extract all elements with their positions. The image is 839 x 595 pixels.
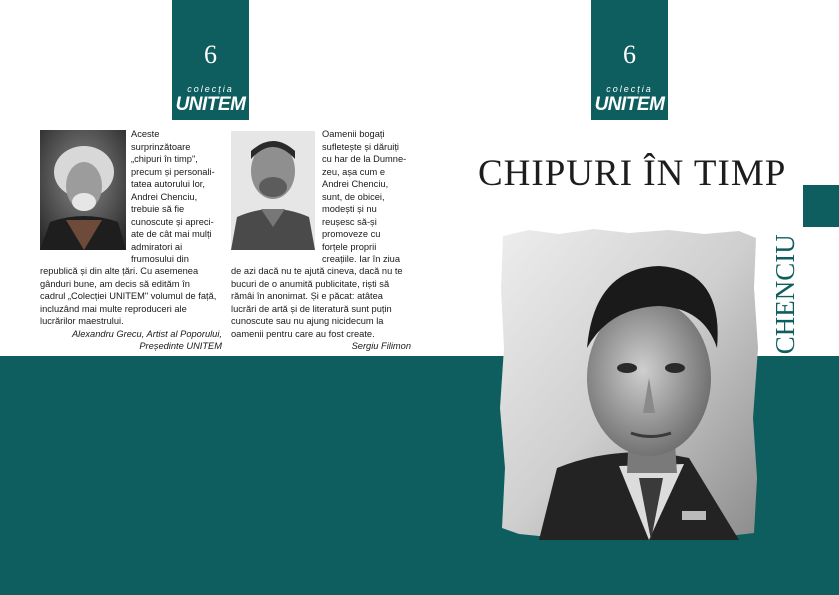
text-line: cunoscute sau nu ajung nicidecum la [231,316,384,326]
signature-line: Sergiu Filimon [351,341,411,351]
portrait-alexandru-grecu [40,130,126,250]
text-line: frumosului din [131,254,189,264]
series-label: colecția [606,84,653,94]
text-line: bucuri de o anumită publicitate, riști să [231,278,390,289]
text-line: republică și din alte țări. Cu asemenea [40,266,199,276]
text-line: sufletește și dăruiți [322,141,399,152]
testimonial-intro-1 [131,128,226,266]
text-line: trebuie să fie [131,204,185,214]
text-line: promoveze cu [322,229,381,239]
series-badge-back [172,0,249,120]
text-line: cu har de la Dumne- [322,154,407,164]
signature-line: Președinte UNITEM [139,341,222,351]
author-name [770,234,839,436]
book-title: CHIPURI ÎN TIMP [478,153,787,194]
text-line: gânduri bune, am decis să edităm în [40,278,190,289]
text-line: admiratori ai [131,241,183,252]
text-line: Andrei Chenciu, [131,191,198,202]
series-label: colecția [187,84,234,94]
text-line: surprinzătoare [131,141,191,152]
testimonial-body-2 [231,265,411,353]
text-line: cunoscute și apreci- [131,216,214,227]
text-line: de azi dacă nu te ajută cineva, dacă nu te [231,266,403,276]
text-line: oamenii pentru care au fost create. [231,328,375,339]
testimonial-body-1 [40,265,222,353]
author-first-name: Andrei [770,361,800,436]
text-line: forțele proprii [322,241,377,252]
text-line: lucrărilor maestrului. [40,316,124,326]
series-number: 6 [204,40,217,69]
author-portrait [499,228,760,540]
text-line: zeu, așa cum e [322,166,386,177]
series-brand: UNITEM [175,94,246,115]
text-line: Oamenii bogați [322,129,385,139]
accent-square [803,185,839,227]
signature-line: Alexandru Grecu, Artist al Poporului, [71,328,222,339]
text-line: ate de cât mai mulți [131,229,212,239]
text-line: creațiile. Iar în ziua [322,254,401,264]
text-line: modești și nu [322,204,377,214]
text-line: Andrei Chenciu, [322,179,389,189]
text-line: tatea autorului lor, [131,179,205,189]
testimonial-intro-2 [322,128,422,266]
text-line: reușesc să-și [322,216,377,227]
portrait-sergiu-filimon [231,131,315,250]
series-brand: UNITEM [594,94,665,115]
author-last-name: CHENCIU [770,234,800,355]
text-line: precum și personali- [131,166,215,177]
text-line: „chipuri în timp", [131,154,198,164]
text-line: Aceste [131,129,160,139]
text-line: cadrul „Colecției UNITEM" volumul de față, [40,291,217,301]
series-badge-front [591,0,668,120]
text-line: incluzând mai multe reproduceri ale [40,303,187,314]
text-line: sunt, de obicei, [322,191,385,202]
text-line: lucrări de artă și de literatură sunt puțin [231,303,392,314]
series-number: 6 [623,40,636,69]
text-line: rămâi în anonimat. Și e păcat: atâtea [231,291,383,301]
